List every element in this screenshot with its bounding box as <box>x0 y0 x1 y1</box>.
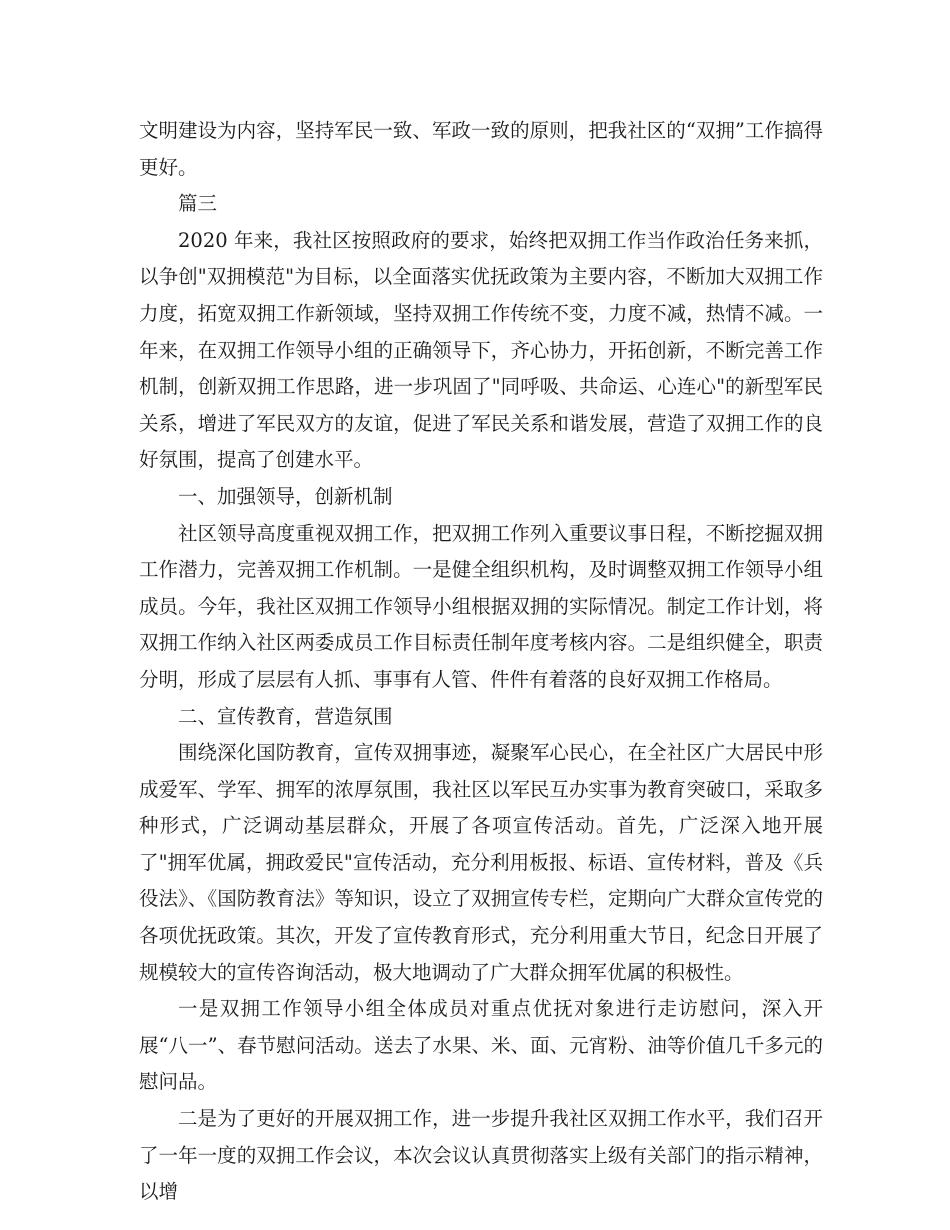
section-label: 篇三 <box>178 192 218 216</box>
section-heading-leadership: 一、加强领导，创新机制 <box>178 484 393 508</box>
paragraph-visits: 一是双拥工作领导小组全体成员对重点优抚对象进行走访慰问，深入开展“八一”、春节慰问活动。送去了水果、米、面、元宵粉、油等价值几千多元的慰问品。 <box>139 997 823 1094</box>
paragraph-meeting: 二是为了更好的开展双拥工作，进一步提升我社区双拥工作水平，我们召开了一年一度的双拥工作会议，本次会议认真贯彻落实上级有关部门的指示精神，以增 <box>139 1107 823 1204</box>
paragraph-publicity: 围绕深化国防教育，宣传双拥事迹，凝聚军心民心，在全社区广大居民中形成爱军、学军、拥军的浓厚氛围，我社区以军民互办实事为教育突破口，采取多种形式，广泛调动基层群众，开展了各项宣传活动。首先，广泛深入地开展了"拥军优属，拥政爱民"宣传活动，充分利用板报、标语、宣传材料，普及《兵役法》、《国防教育法》等知识，设立了双拥宣传专栏，定期向广大群众宣传党的各项优抚政策。其次，开发了宣传教育形式，充分利用重大节日，纪念日开展了规模较大的宣传咨询活动，极大地调动了广大群众拥军优属的积极性。 <box>139 741 823 984</box>
paragraph-intro: 2020 年来，我社区按照政府的要求，始终把双拥工作当作政治任务来抓，以争创"双拥模范"为目标，以全面落实优抚政策为主要内容，不断加大双拥工作力度，拓宽双拥工作新领域，坚持双拥工作传统不变，力度不减，热情不减。一年来，在双拥工作领导小组的正确领导下，齐心协力，开拓创新，不断完善工作机制，创新双拥工作思路，进一步巩固了"同呼吸、共命运、心连心"的新型军民关系，增进了军民双方的友谊，促进了军民关系和谐发展，营造了双拥工作的良好氛围，提高了创建水平。 <box>139 228 823 472</box>
section-heading-publicity: 二、宣传教育，营造氛围 <box>178 704 393 728</box>
paragraph-leadership: 社区领导高度重视双拥工作，把双拥工作列入重要议事日程，不断挖掘双拥工作潜力，完善双拥工作机制。一是健全组织机构，及时调整双拥工作领导小组成员。今年，我社区双拥工作领导小组根据双拥的实际情况。制定工作计划，将双拥工作纳入社区两委成员工作目标责任制年度考核内容。二是组织健全，职责分明，形成了层层有人抓、事事有人管、件件有着落的良好双拥工作格局。 <box>139 521 823 691</box>
document-body <box>139 113 823 1211</box>
paragraph-continuation: 文明建设为内容，坚持军民一致、军政一致的原则，把我社区的“双拥”工作搞得更好。 <box>139 119 823 179</box>
